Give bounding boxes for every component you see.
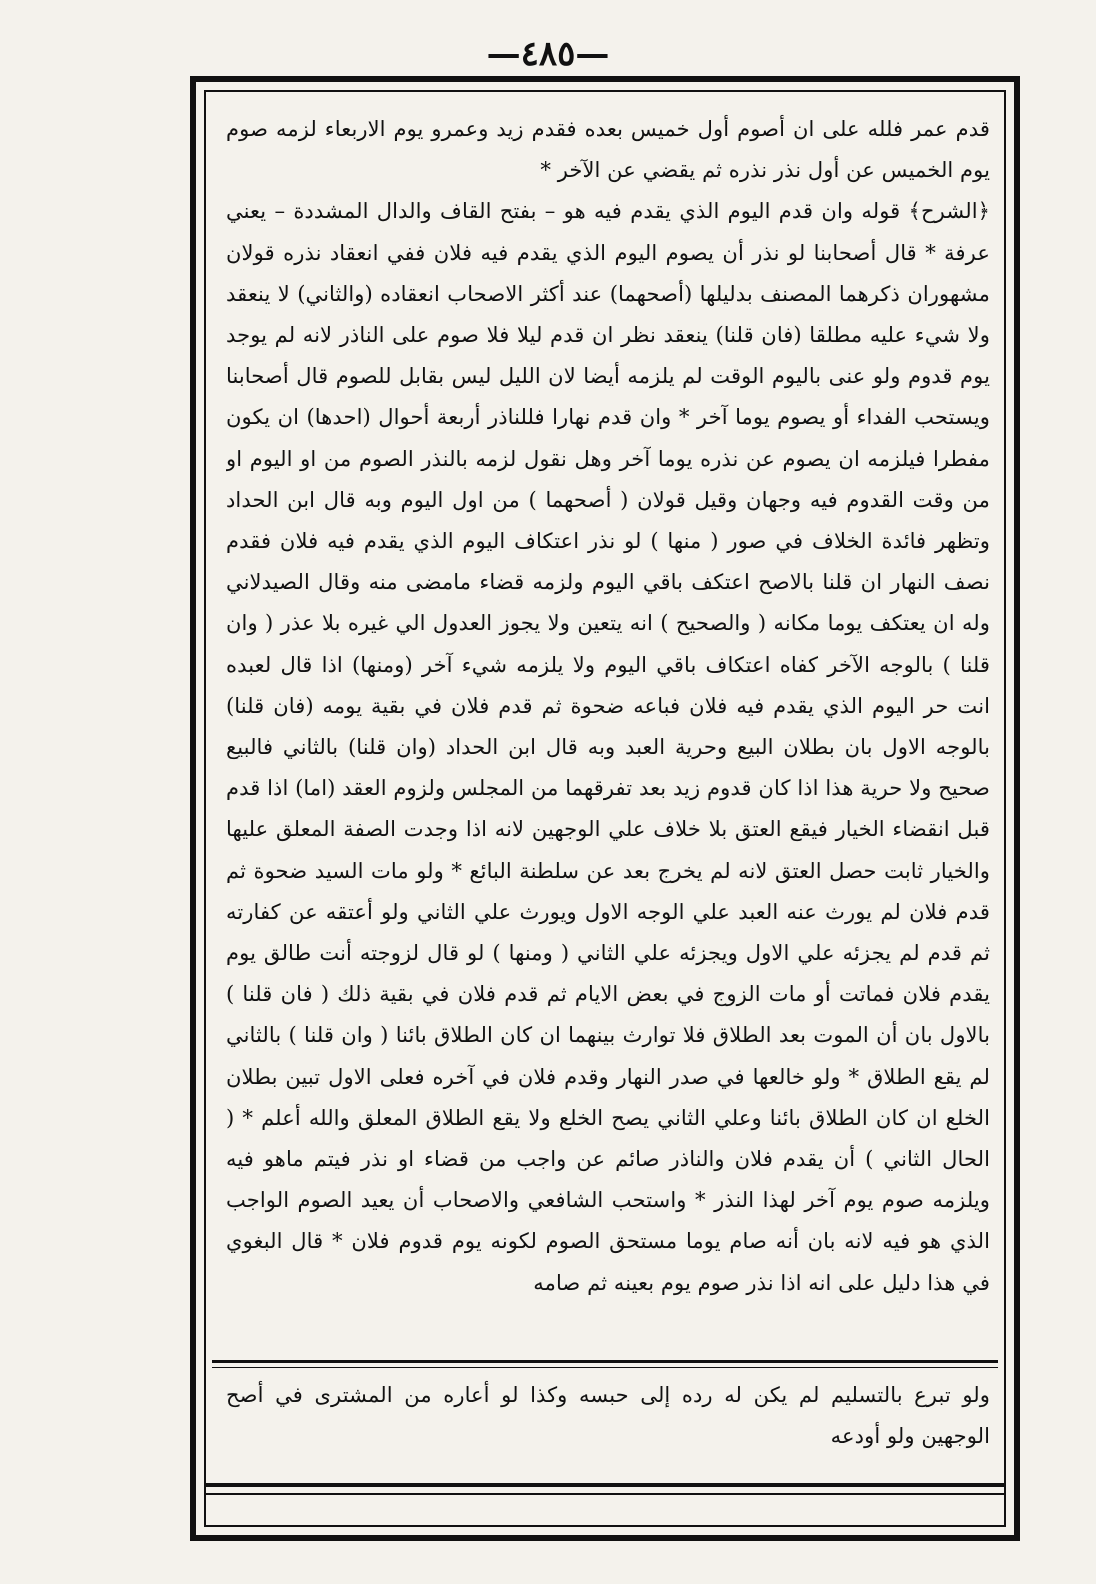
paragraph-2: ﴿الشرح﴾ قوله وان قدم اليوم الذي يقدم فيه هو – بفتح القاف والدال المشددة – يعني عرفة * قال أصحابنا لو نذر أن يصوم اليوم الذي يقدم فيه فلان ففي انعقاد نذره قولان مشهوران ذكرهما المصنف بدليلها (أصحهما) عند أكثر الاصحاب انعقاده (والثاني) لا ينعقد ولا شيء عليه مطلقا (فان قلنا) ينعقد نظر ان قدم ليلا فلا صوم على الناذر لانه لم يوجد يوم قدوم ولو عنى باليوم الوقت لم يلزمه أيضا لان الليل ليس بقابل للصوم قال أصحابنا ويستحب الفداء أو يصوم يوما آخر * وان قدم نهارا فللناذر أربعة أحوال (احدها) ان يكون مفطرا فيلزمه ان يصوم عن نذره يوما آخر وهل نقول لزمه بالنذر الصوم من او اليوم او من وقت القدوم فيه وجهان وقيل قولان ( أصحهما ) من اول اليوم وبه قال ابن الحداد وتظهر فائدة الخلاف في صور ( منها ) لو نذر اعتكاف اليوم الذي يقدم فيه فلان فقدم نصف النهار ان قلنا بالاصح اعتكف باقي اليوم ولزمه قضاء مامضى منه وقال الصيدلاني وله ان يعتكف يوما مكانه ( والصحيح ) انه يتعين ولا يجوز العدول الي غيره بلا عذر ( وان قلنا ) بالوجه الآخر كفاه اعتكاف باقي اليوم ولا يلزمه شيء آخر (ومنها) اذا قال لعبده انت حر اليوم الذي يقدم فيه فلان فباعه ضحوة ثم قدم فلان في بقية يومه (فان قلنا) بالوجه الاول بان بطلان البيع وحرية العبد وبه قال ابن الحداد (وان قلنا) بالثاني فالبيع صحيح ولا حرية هذا اذا كان قدوم زيد بعد تفرقهما من المجلس ولزوم العقد (اما) اذا قدم قبل انقضاء الخيار فيقع العتق بلا خلاف علي الوجهين لانه اذا وجدت الصفة المعلق عليها والخيار ثابت حصل العتق لانه لم يخرج بعد عن سلطنة البائع * ولو مات السيد ضحوة ثم قدم فلان لم يورث عنه العبد علي الوجه الاول ويورث علي الثاني ولو أعتقه عن كفارته ثم قدم لم يجزئه علي الاول ويجزئه علي الثاني ( ومنها ) لو قال لزوجته أنت طالق يوم يقدم فلان فماتت أو مات الزوج في بعض الايام ثم قدم فلان في بقية ذلك ( فان قلنا ) بالاول بان أن الموت بعد الطلاق فلا توارث بينهما ان كان الطلاق بائنا ( وان قلنا ) بالثاني لم يقع الطلاق * ولو خالعها في صدر النهار وقدم فلان في آخره فعلى الاول تبين بطلان الخلع ان كان الطلاق بائنا وعلي الثاني يصح الخلع ولا يقع الطلاق المعلق والله أعلم * ( الحال الثاني ) أن يقدم فلان والناذر صائم عن واجب من قضاء او نذر فيتم ماهو فيه ويلزمه صوم يوم آخر لهذا النذر * واستحب الشافعي والاصحاب أن يعيد الصوم الواجب الذي هو فيه لانه بان أنه صام يوما مستحق الصوم لكونه يوم قدوم فلان * قال البغوي في هذا دليل على انه اذا نذر صوم يوم بعينه ثم صامه [226, 198, 990, 1295]
bottom-rule [204, 1483, 1006, 1495]
page-frame [190, 76, 1020, 1541]
footnote: ولو تبرع بالتسليم لم يكن له رده إلى حبسه وكذا لو أعاره من المشترى في أصح الوجهين ولو أودعه [226, 1382, 990, 1448]
main-text [226, 108, 990, 1344]
page-number: —٤٨٥— [486, 34, 610, 74]
footnote-separator [212, 1360, 998, 1368]
paragraph-1: قدم عمر فلله على ان أصوم أول خميس بعده فقدم زيد وعمرو يوم الاربعاء لزمه صوم يوم الخميس عن أول نذر نذره ثم يقضي عن الآخر * [226, 116, 990, 183]
